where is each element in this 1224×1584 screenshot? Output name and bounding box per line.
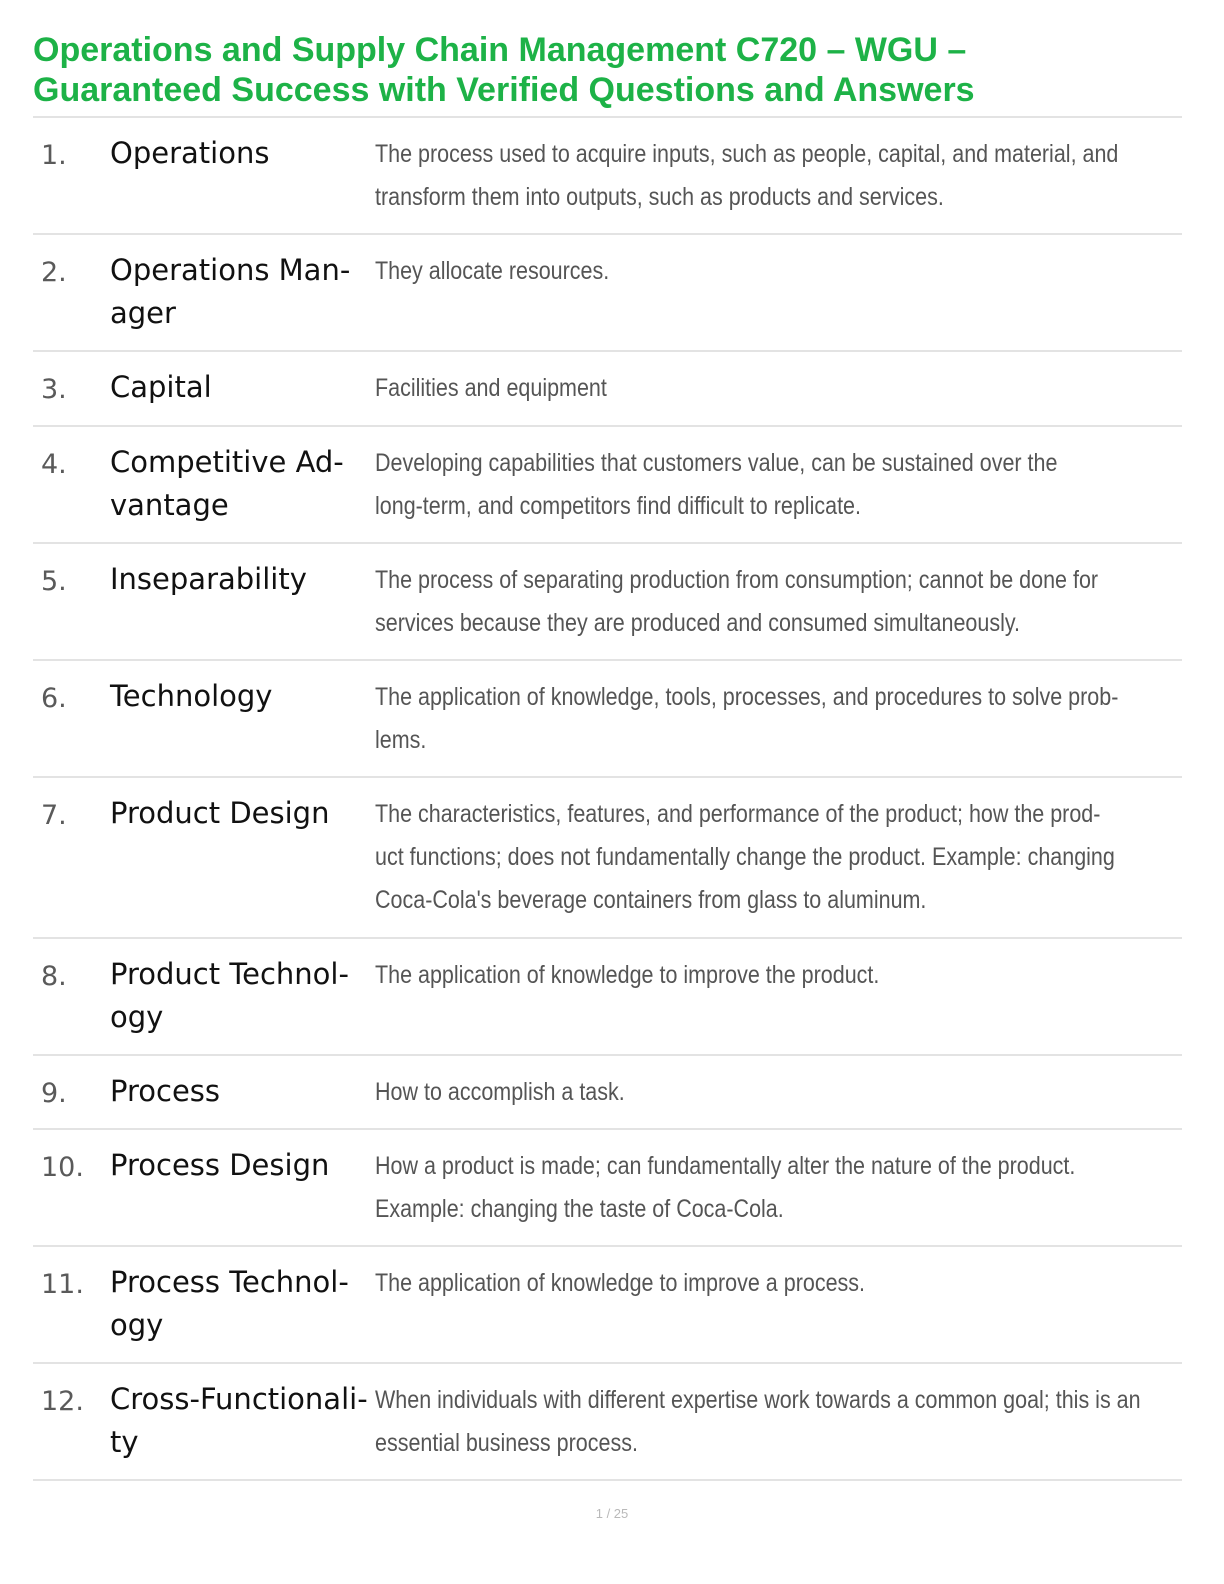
term-number: 8. <box>41 961 67 992</box>
term-definition <box>375 559 1166 645</box>
term-definition-line: long-term, and competitors find difficult to replicate. <box>375 492 861 520</box>
term-number: 5. <box>41 566 67 597</box>
term-number: 6. <box>41 683 67 714</box>
term-name-line: vantage <box>110 488 229 522</box>
term-number: 11. <box>41 1269 84 1300</box>
term-definition-line: The characteristics, features, and performance of the product; how the prod- <box>375 800 1101 828</box>
term-definition-line: services because they are produced and consumed simultaneously. <box>375 609 1020 637</box>
term-name <box>110 441 375 527</box>
term-name-line: ty <box>110 1425 139 1459</box>
term-name <box>110 792 375 835</box>
term-definition-line: The process used to acquire inputs, such as people, capital, and material, and <box>375 140 1119 168</box>
term-name <box>110 1144 375 1187</box>
term-definition-line: The application of knowledge to improve the product. <box>375 961 880 989</box>
term-name-line: Product Technol- <box>110 957 349 991</box>
term-row <box>33 118 1182 235</box>
term-definition <box>375 676 1166 762</box>
term-definition <box>375 1071 1166 1114</box>
term-number: 4. <box>41 449 67 480</box>
term-row <box>33 352 1182 427</box>
term-row <box>33 427 1182 544</box>
term-name-line: ogy <box>110 1000 164 1034</box>
term-name <box>110 1378 375 1464</box>
term-definition-line: Developing capabilities that customers value, can be sustained over the <box>375 449 1058 477</box>
term-definition-line: How to accomplish a task. <box>375 1078 625 1106</box>
term-definition <box>375 250 1166 293</box>
term-name-line: Product Design <box>110 796 330 830</box>
term-definition-line: transform them into outputs, such as products and services. <box>375 183 944 211</box>
term-name-line: Process Design <box>110 1148 330 1182</box>
term-row <box>33 778 1182 939</box>
term-definition-line: Facilities and equipment <box>375 374 607 402</box>
term-name <box>110 1070 375 1113</box>
term-name-line: Operations <box>110 136 270 170</box>
term-definition <box>375 133 1166 219</box>
term-definition-table <box>33 116 1182 1481</box>
term-definition-line: How a product is made; can fundamentally alter the nature of the product. <box>375 1152 1076 1180</box>
term-name <box>110 675 375 718</box>
term-definition <box>375 1145 1166 1231</box>
term-row <box>33 235 1182 352</box>
term-number: 3. <box>41 374 67 405</box>
term-definition <box>375 1379 1166 1465</box>
term-row <box>33 1130 1182 1247</box>
term-row <box>33 1364 1182 1481</box>
term-name-line: Inseparability <box>110 562 307 596</box>
term-row <box>33 1247 1182 1364</box>
term-name-line: Operations Man- <box>110 253 351 287</box>
term-definition <box>375 793 1166 922</box>
term-number: 1. <box>41 140 67 171</box>
term-number: 2. <box>41 257 67 288</box>
term-name-line: Cross-Functionali- <box>110 1382 368 1416</box>
term-name <box>110 558 375 601</box>
page-title-line-1: Operations and Supply Chain Management C720 – WGU – <box>33 31 967 69</box>
term-name-line: Capital <box>110 370 212 404</box>
term-definition-line: Coca-Cola's beverage containers from glass to aluminum. <box>375 886 927 914</box>
term-name-line: ager <box>110 296 176 330</box>
term-name <box>110 1261 375 1347</box>
term-number: 10. <box>41 1152 84 1183</box>
term-number: 7. <box>41 800 67 831</box>
term-name-line: Competitive Ad- <box>110 445 344 479</box>
page-title <box>33 30 1183 110</box>
term-name-line: Technology <box>110 679 273 713</box>
term-definition-line: The application of knowledge, tools, processes, and procedures to solve prob- <box>375 683 1119 711</box>
term-name-line: Process <box>110 1074 221 1108</box>
term-definition-line: They allocate resources. <box>375 257 610 285</box>
term-number: 12. <box>41 1386 84 1417</box>
term-row <box>33 1056 1182 1130</box>
term-name <box>110 953 375 1039</box>
term-name <box>110 132 375 175</box>
term-definition <box>375 442 1166 528</box>
term-name <box>110 366 375 409</box>
term-definition-line: The application of knowledge to improve a process. <box>375 1269 865 1297</box>
term-definition-line: lems. <box>375 726 427 754</box>
term-definition <box>375 1262 1166 1305</box>
term-definition-line: uct functions; does not fundamentally change the product. Example: changing <box>375 843 1115 871</box>
term-name-line: ogy <box>110 1308 164 1342</box>
term-definition <box>375 367 1166 410</box>
term-name <box>110 249 375 335</box>
term-row <box>33 661 1182 778</box>
page-indicator: 1 / 25 <box>595 1506 629 1521</box>
term-definition <box>375 954 1166 997</box>
page-title-line-2: Guaranteed Success with Verified Questions and Answers <box>33 71 975 109</box>
term-definition-line: essential business process. <box>375 1429 638 1457</box>
term-row <box>33 939 1182 1056</box>
term-definition-line: The process of separating production from consumption; cannot be done for <box>375 566 1099 594</box>
term-definition-line: When individuals with different expertise work towards a common goal; this is an <box>375 1386 1141 1414</box>
term-definition-line: Example: changing the taste of Coca-Cola. <box>375 1195 784 1223</box>
term-row <box>33 544 1182 661</box>
term-name-line: Process Technol- <box>110 1265 349 1299</box>
term-number: 9. <box>41 1078 67 1109</box>
